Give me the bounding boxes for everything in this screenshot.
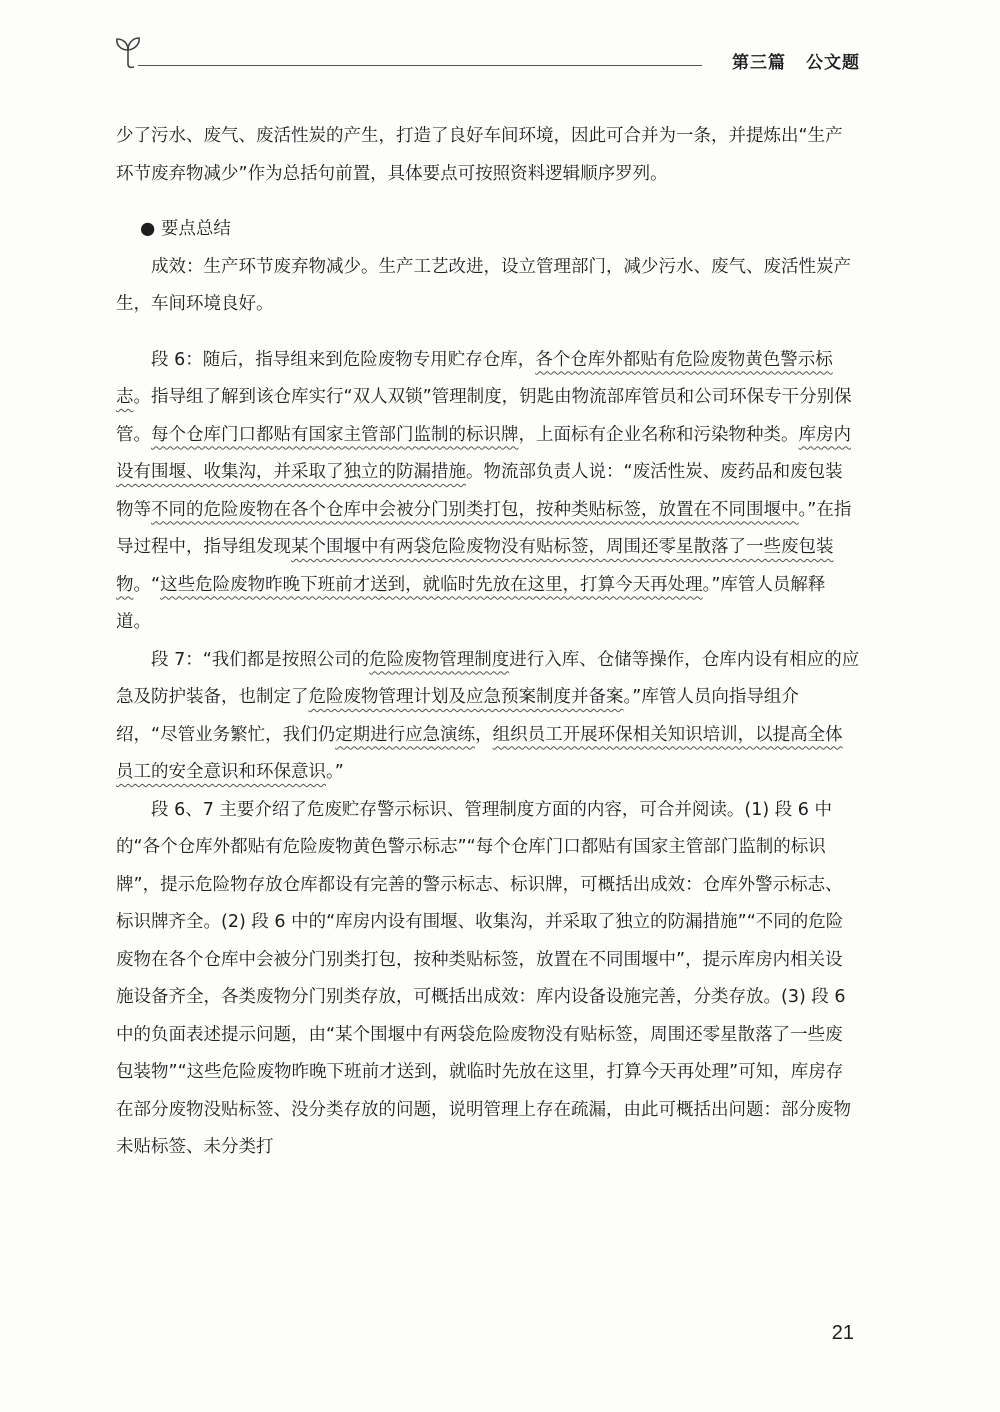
p6-text-c: ，上面标有企业名称和污染物种类。 <box>518 424 799 445</box>
p6-underline-1: 各个仓库外都贴有危险废物黄色警示标志 <box>116 349 833 407</box>
paragraph-6 <box>116 342 860 642</box>
p6-underline-5: 某个围堰中有两袋危险废物没有贴标签，周围还零星散落了一些废包装物 <box>116 537 834 595</box>
p6-text-f: 。“ <box>133 574 161 595</box>
p7-text-e: 。” <box>326 762 344 782</box>
p7-text-a: 段 7：“我们都是按照公司的 <box>151 649 370 670</box>
section-label: 公文题 <box>806 53 860 73</box>
p6-text-a: 段 6：随后，指导组来到危险废物专用贮存仓库， <box>151 349 536 370</box>
p7-underline-2: 危险废物管理计划及应急预案制度并备案 <box>308 687 624 707</box>
p6-underline-4: 不同的危险废物在各个仓库中会被分门别类打包，按种类贴标签，放置在不同围堰中 <box>151 499 799 520</box>
p6-underline-3: 库房内设有围堰、收集沟，并采取了独立的防漏措施 <box>116 424 851 482</box>
p7-text-c: 。”库管人员向指导组介绍，“尽管业务繁忙，我们仍 <box>116 687 799 745</box>
section-title <box>732 48 860 73</box>
p7-underline-1: 危险废物管理制度 <box>369 649 510 670</box>
header-rule <box>138 65 702 66</box>
paragraph-p1: 少了污水、废气、废活性炭的产生，打造了良好车间环境，因此可合并为一条，并提炼出“生产环节废弃物减少”作为总括句前置，具体要点可按照资料逻辑顺序罗列。 <box>116 126 843 184</box>
paragraph-7 <box>116 642 860 792</box>
page-number: 21 <box>831 1322 854 1344</box>
p6-text-g: 。”库管人员解释道。 <box>116 574 826 632</box>
p6-text-e: 。”在指导过程中，指导组发现 <box>116 499 852 557</box>
page-body <box>116 118 860 1167</box>
p7-text-b: 进行入库、仓储等操作，仓库内设有相应的应急及防护装备，也制定了 <box>116 649 860 707</box>
p6-text-b: 。指导组了解到该仓库实行“双人双锁”管理制度，钥匙由物流部库管员和公司环保专干分别保管。 <box>116 387 852 445</box>
p6-underline-6: 这些危险废物昨晚下班前才送到，就临时先放在这里，打算今天再处理 <box>160 574 703 595</box>
summary-text: 成效：生产环节废弃物减少。生产工艺改进，设立管理部门，减少污水、废气、废活性炭产生，车间环境良好。 <box>116 256 851 314</box>
p6-underline-2: 每个仓库门口都贴有国家主管部门监制的标识牌 <box>151 424 519 445</box>
part-label: 第三篇 <box>732 53 786 73</box>
sprout-icon <box>110 34 146 74</box>
p7-underline-4: 组织员工开展环保相关知识培训，以提高全体员工的安全意识和环保意识 <box>116 724 843 782</box>
p6-text-d: 。物流部负责人说：“废活性炭、废药品和废包装物等 <box>116 462 843 520</box>
p7-text-d: ， <box>475 724 493 745</box>
page-header <box>110 34 862 84</box>
p7-underline-3: 定期进行应急演练 <box>335 724 476 745</box>
summary-heading: ● 要点总结 <box>140 219 231 239</box>
analysis-paragraph: 段 6、7 主要介绍了危废贮存警示标识、管理制度方面的内容，可合并阅读。(1) 段 6 中的“各个仓库外都贴有危险废物黄色警示标志”“每个仓库门口都贴有国家主管部门监制的标识牌”，提示危险物存放仓库都设有完善的警示标志、标识牌，可概括出成效：仓库外警示标志、标识牌齐全。(2) 段 6 中的“库房内设有围堰、收集沟，并采取了独立的防漏措施”“不同的危险废物在各个仓库中会被分门别类打包，按种类贴标签，放置在不同围堰中”，提示库房内相关设施设备齐全，各类废物分门别类存放，可概括出成效：库内设备设施完善，分类存放。(3) 段 6 中的负面表述提示问题，由“某个围堰中有两袋危险废物没有贴标签，周围还零星散落了一些废包装物”“这些危险废物昨晚下班前才送到，就临时先放在这里，打算今天再处理”可知，库房存在部分废物没贴标签、没分类存放的问题，说明管理上存在疏漏，由此可概括出问题：部分废物未贴标签、未分类打 <box>116 799 851 1157</box>
